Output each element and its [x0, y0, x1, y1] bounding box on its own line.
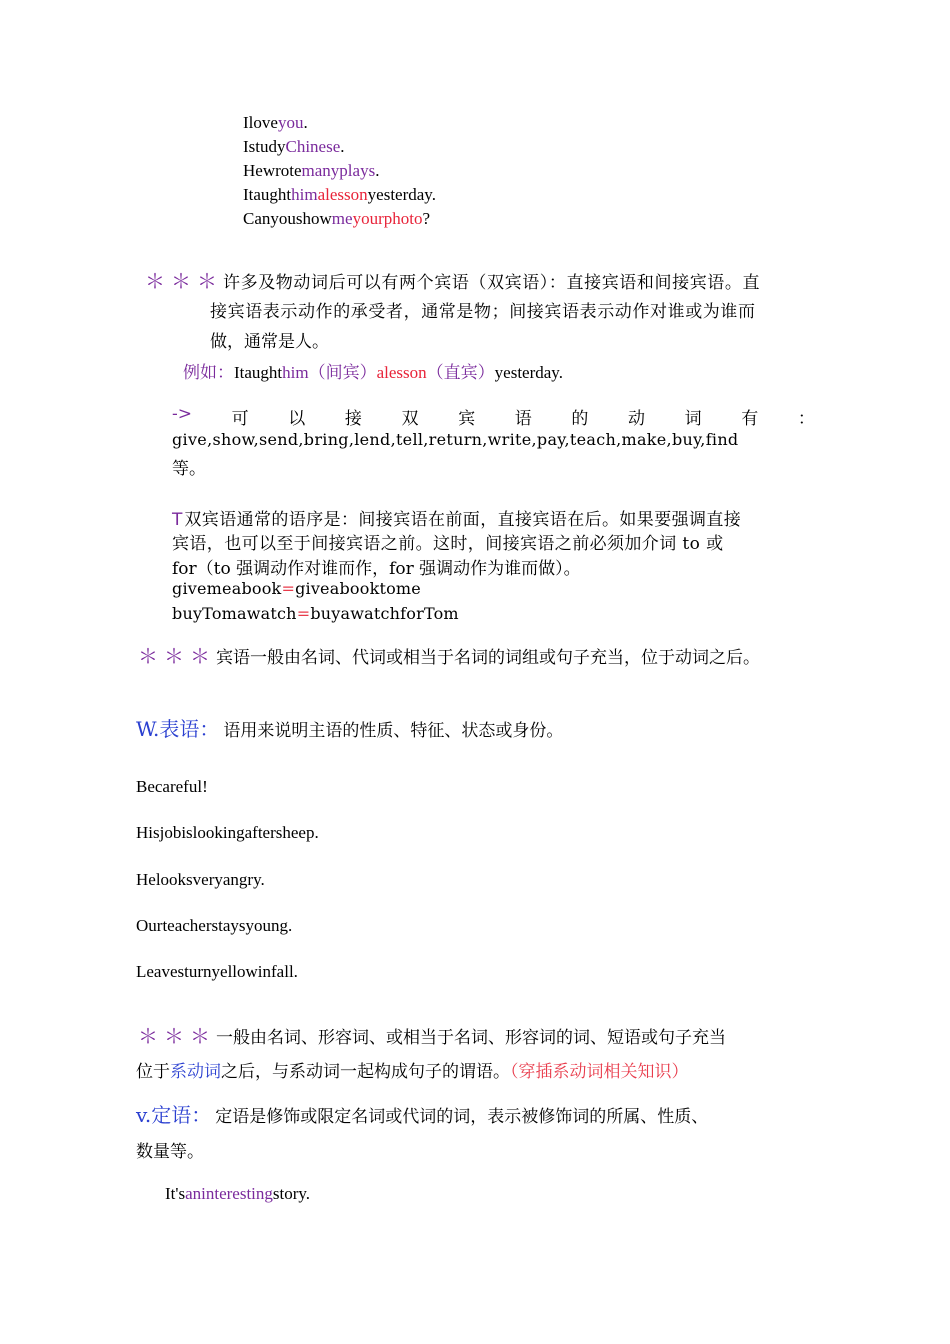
note-text: 一般由名词、形容词、或相当于名词、形容词的词、短语或句子充当: [216, 1028, 726, 1048]
example-text: .: [375, 161, 380, 180]
note-text: 之后，与系动词一起构成句子的谓语。: [221, 1062, 510, 1082]
intro-char: 双: [401, 409, 419, 429]
example-text: buyTomawatch: [172, 604, 297, 623]
star-bullet-icon: ＊＊＊: [138, 646, 216, 668]
paragraph-text: 许多及物动词后可以有两个宾语（双宾语）：直接宾语和间接宾语。直: [223, 273, 761, 293]
example-text: It's: [165, 1184, 186, 1203]
arrow-icon: ->: [172, 404, 192, 424]
predicative-heading-line: [136, 713, 563, 742]
intro-char: 以: [288, 409, 306, 429]
example-text: yesterday.: [367, 185, 436, 204]
star-bullet-icon: ＊＊＊: [138, 1026, 216, 1048]
order-note-line3: for（to 强调动作对谁而作，for 强调动作为谁而做）。: [172, 559, 581, 579]
example-line: [243, 137, 345, 157]
example-attribute: aninteresting: [185, 1184, 273, 1203]
example-indirect-object: me: [331, 209, 353, 228]
indirect-object-tag: （间宾）: [308, 363, 377, 383]
double-object-example: [183, 358, 563, 383]
intro-char: 动: [628, 409, 645, 429]
example-text: Ilove: [243, 113, 278, 132]
equals-sign: =: [281, 579, 296, 598]
verbs-intro-line: [172, 404, 815, 429]
summary-text: 宾语一般由名词、代词或相当于名词的词组或句子充当，位于动词之后。: [216, 648, 760, 668]
example-text: Canyoushow: [243, 209, 332, 228]
intro-char: 语: [514, 409, 532, 429]
example-text: story.: [272, 1184, 311, 1203]
example-text: Hewrote: [243, 161, 302, 180]
example-indirect-object: him: [291, 185, 318, 204]
note-text: 位于: [136, 1062, 170, 1082]
predicative-example: Ourteacherstaysyoung.: [136, 916, 293, 935]
example-text: buyawatchforTom: [310, 604, 459, 623]
example-object: Chinese: [285, 137, 341, 156]
linking-verb-term: 系动词: [170, 1062, 221, 1082]
example-line: [243, 185, 436, 205]
order-note-line1: [172, 505, 741, 530]
double-object-line1: [145, 265, 760, 294]
predicative-example: Hisjobislookingaftersheep.: [136, 823, 319, 842]
example-indirect-object: him: [282, 363, 309, 382]
object-summary: [138, 640, 760, 669]
t-marker-icon: T: [172, 510, 183, 530]
section-heading: W.表语：: [136, 717, 220, 741]
star-bullet-icon: ＊＊＊: [145, 271, 223, 293]
intro-char: 可: [231, 409, 249, 429]
predicative-note-line2: [136, 1057, 689, 1082]
example-line: [243, 209, 430, 229]
example-direct-object: alesson: [376, 363, 427, 382]
example-label: 例如：: [183, 363, 234, 383]
example-text: givemeabook: [172, 579, 282, 598]
intro-char: ：: [797, 409, 815, 429]
example-object: you: [277, 113, 304, 132]
intro-char: 有: [741, 409, 759, 429]
example-text: .: [340, 137, 345, 156]
example-text: Itaught: [243, 185, 292, 204]
order-note-line2: 宾语，也可以至于间接宾语之前。这时，间接宾语之前必须加介词 to 或: [172, 534, 724, 554]
predicative-example: Becareful!: [136, 777, 208, 796]
double-object-line2: 接宾语表示动作的承受者，通常是物；间接宾语表示动作对谁或为谁而: [210, 302, 756, 322]
example-text: giveabooktome: [295, 579, 421, 598]
section-description: 语用来说明主语的性质、特征、状态或身份。: [223, 721, 564, 741]
example-text: ?: [422, 209, 430, 228]
attributive-line2: 数量等。: [136, 1142, 204, 1162]
section-description: 定语是修饰或限定名词或代词的词，表示被修饰词的所属、性质、: [215, 1107, 709, 1127]
equals-sign: =: [296, 604, 311, 623]
paragraph-text: 双宾语通常的语序是：间接宾语在前面，直接宾语在后。如果要强调直接: [184, 510, 742, 530]
cross-reference-note: （穿插系动词相关知识）: [510, 1062, 689, 1082]
example-object: manyplays: [301, 161, 376, 180]
example-text: yesterday.: [494, 363, 563, 382]
example-text: Istudy: [243, 137, 286, 156]
order-example-1: [172, 579, 421, 598]
attributive-example: [165, 1184, 310, 1204]
intro-char: 的: [571, 409, 589, 429]
predicative-example: Leavesturnyellowinfall.: [136, 962, 298, 981]
intro-char: 词: [684, 409, 702, 429]
predicative-note-line1: [138, 1020, 726, 1049]
direct-object-tag: （直宾）: [426, 363, 495, 383]
predicative-example: Helooksveryangry.: [136, 870, 265, 889]
example-text: .: [303, 113, 308, 132]
intro-char: 接: [344, 409, 362, 429]
verbs-end: 等。: [172, 459, 206, 479]
attributive-heading-line: [136, 1099, 708, 1128]
double-object-line3: 做，通常是人。: [210, 332, 329, 352]
order-example-2: [172, 604, 459, 623]
verbs-list: give,show,send,bring,lend,tell,return,write,pay,teach,make,buy,find: [172, 430, 739, 449]
example-line: [243, 113, 308, 133]
intro-char: 宾: [458, 409, 476, 429]
example-line: [243, 161, 379, 181]
section-heading: v.定语：: [136, 1103, 212, 1127]
example-direct-object: yourphoto: [352, 209, 423, 228]
example-text: Itaught: [234, 363, 283, 382]
example-direct-object: alesson: [317, 185, 368, 204]
